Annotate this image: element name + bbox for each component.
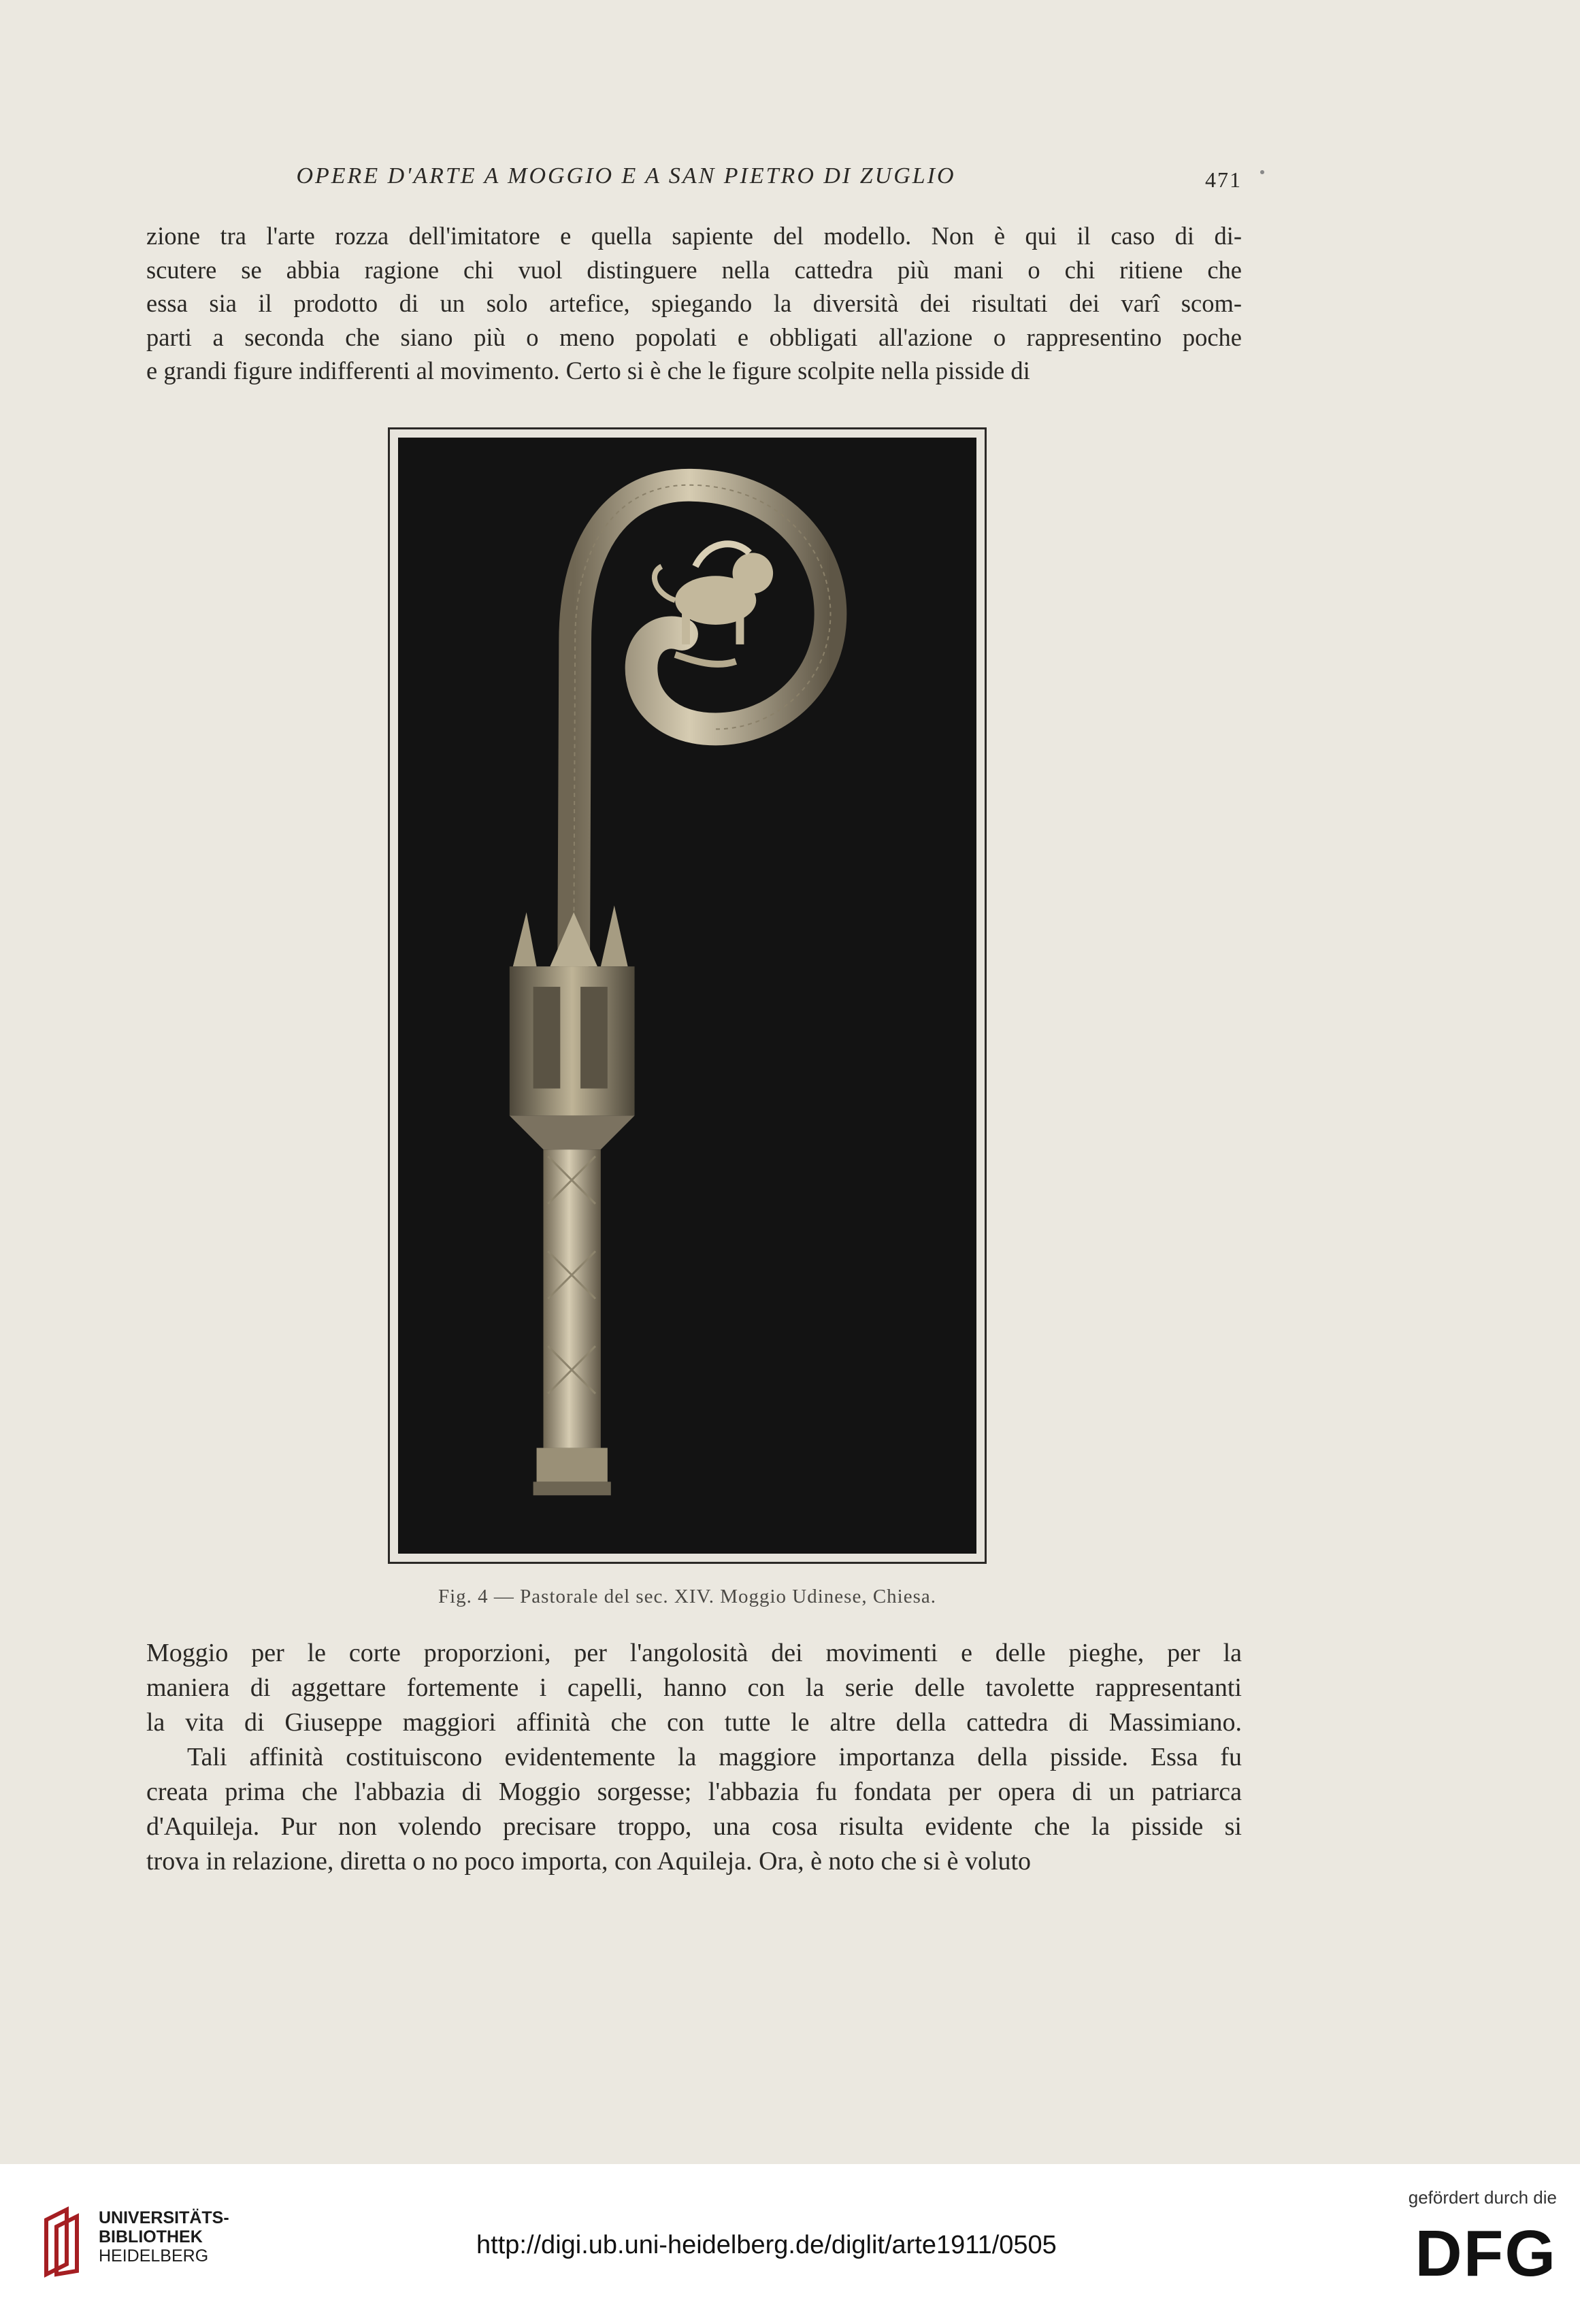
text-line: essa sia il prodotto di un solo artefice, spiegando la diversità dei risultati dei varî scom- [146,289,1242,317]
text-line: Tali affinità costituiscono evidentemente la maggiore importanza della pisside. Essa fu [187,1743,1242,1771]
crozier-photograph [398,438,976,1554]
library-name-line: UNIVERSITÄTS- [99,2208,229,2227]
text-line: trova in relazione, diretta o no poco importa, con Aquileja. Ora, è noto che si è voluto [146,1847,1032,1876]
library-name-line: HEIDELBERG [99,2246,209,2265]
text-line: e grandi figure indifferenti al movimento. Certo si è che le figure scolpite nella pisside di [146,357,1030,384]
funder-caption: gefördert durch die [1408,2187,1557,2208]
page-number: 471 [1205,167,1242,192]
digitization-footer [0,2164,1580,2324]
text-line: scutere se abbia ragione chi vuol distinguere nella cattedra più mani o chi ritiene che [146,255,1242,284]
text-line: maniera di aggettare fortemente i capelli, hanno con la serie delle tavolette rappresentanti [146,1673,1242,1702]
text-line: d'Aquileja. Pur non volendo precisare troppo, una cosa risulta evidente che la pisside si [146,1812,1242,1841]
page-speck [1260,170,1264,174]
knop [510,905,635,1149]
paragraph-upper [146,219,1242,388]
library-logo-icon [39,2206,87,2281]
text-line: parti a seconda che siano più o meno popolati e obbligati all'azione o rappresentino poche [146,323,1242,351]
paragraph-lower [146,1636,1242,1879]
text-line: la vita di Giuseppe maggiori affinità che con tutte le altre della cattedra di Massimiano. [146,1708,1242,1737]
library-name-line: BIBLIOTHEK [99,2227,203,2246]
page-header [146,163,1242,191]
running-title: OPERE D'ARTE A MOGGIO E A SAN PIETRO DI ZUGLIO [296,163,956,189]
text-line: Moggio per le corte proporzioni, per l'angolosità dei movimenti e delle pieghe, per la [146,1639,1242,1667]
crozier-illustration [398,438,976,1554]
dfg-logo: DFG [1415,2217,1557,2290]
source-url-link[interactable]: http://digi.ub.uni-heidelberg.de/diglit/arte1911/0505 [476,2231,1057,2259]
text-line: creata prima che l'abbazia di Moggio sorgesse; l'abbazia fu fondata per opera di un patriarca [146,1778,1242,1806]
library-name [99,2208,229,2265]
figure-frame [388,427,987,1564]
figure-caption: Fig. 4 — Pastorale del sec. XIV. Moggio Udinese, Chiesa. [438,1586,937,1607]
text-line: zione tra l'arte rozza dell'imitatore e quella sapiente del modello. Non è qui il caso di di- [146,222,1242,250]
